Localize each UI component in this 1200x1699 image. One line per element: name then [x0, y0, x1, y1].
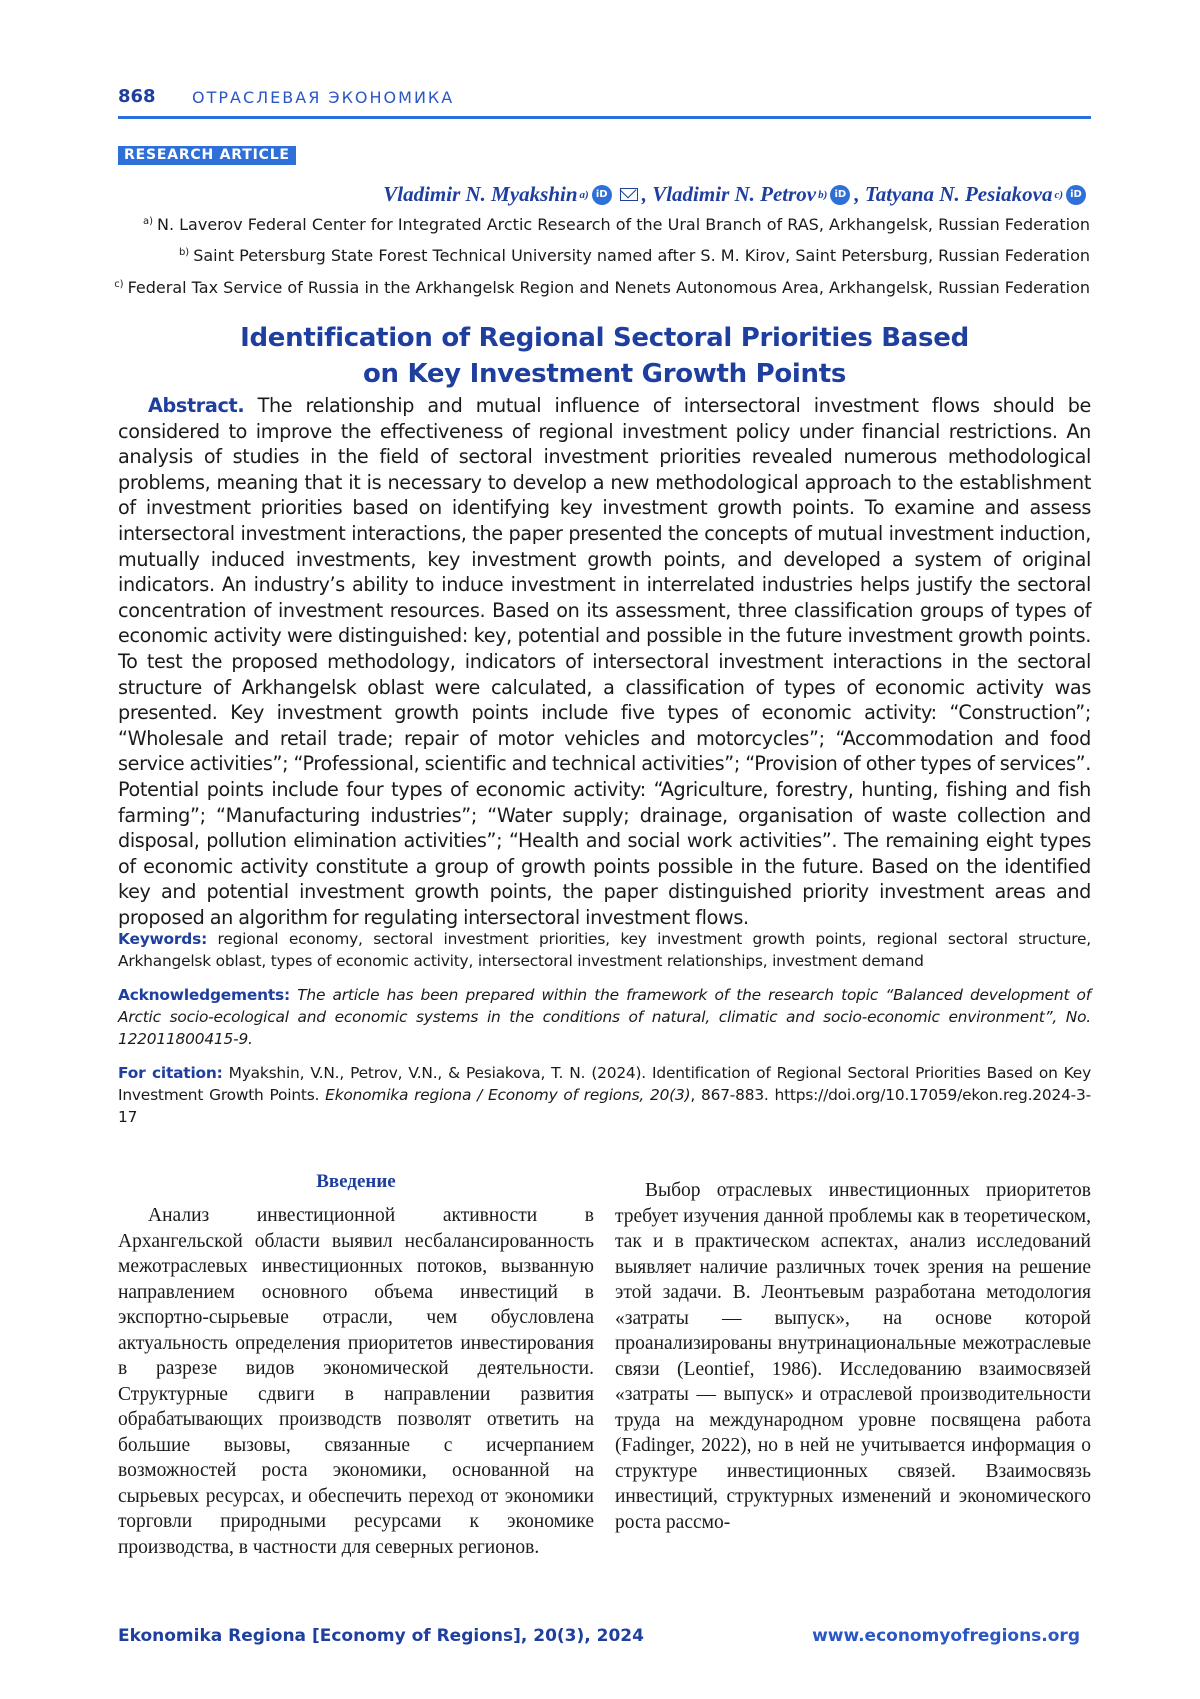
author-name[interactable]: Vladimir N. Myakshin [383, 182, 578, 206]
keywords [118, 928, 1091, 972]
citation-doi[interactable]: , 867-883. https://doi.org/10.17059/ekon.reg.2024-3-17 [118, 1086, 1091, 1126]
abstract [118, 393, 1091, 930]
affiliation-marker: b) [178, 246, 190, 258]
citation-journal: Ekonomika regiona / Economy of regions, 20(3) [325, 1086, 691, 1104]
affiliation-marker: c) [114, 278, 124, 290]
author-name[interactable]: Vladimir N. Petrov [652, 182, 817, 206]
citation-text: Myakshin, V.N., Petrov, V.N., & Pesiakova, T. N. (2024). Identification of Regional Sectoral Priorities Based on Key Investment Growth Points. [118, 1064, 1091, 1104]
header-divider [118, 116, 1091, 119]
page-number: 868 [118, 86, 156, 107]
acknowledgements-label: Acknowledgements: [118, 986, 290, 1004]
acknowledgements [118, 984, 1091, 1050]
author-separator: , [854, 182, 860, 206]
body-column-right: Выбор отраслевых инвестиционных приоритетов требует изучения данной проблемы как в теоретическом, так и в практическом аспектах, анализ исследований выявляет наличие различных точек зрения на решение этой задачи. В. Леонтьевым разработана методология «затраты — выпуск», на основе которой проанализированы внутринациональные межотраслевые связи (Leontief, 1986). Исследованию взаимосвязей «затраты — выпуск» и отраслевой производительности труда на международном уровне посвящена работа (Fadinger, 2022), но в ней не учитывается информация о структуре инвестиционных связей. Взаимосвязь инвестиций, структурных изменений и экономического роста рассмо- [615, 1180, 1091, 1533]
acknowledgements-text: The article has been prepared within the framework of the research topic “Balanced development of Arctic socio-ecological and economic systems in the conditions of natural, climatic and socio-economic environment”, No. 122011800415-9. [118, 986, 1091, 1048]
email-icon[interactable] [620, 188, 638, 201]
author-separator: , [641, 182, 647, 206]
keywords-text: regional economy, sectoral investment priorities, key investment growth points, regional sectoral structure, Arkhangelsk oblast, types of economic activity, intersectoral investment relationships, investment demand [118, 930, 1091, 970]
author-affiliation-marker: b) [818, 188, 828, 201]
author-list [383, 182, 1090, 207]
abstract-text: The relationship and mutual influence of intersectoral investment flows should be considered to improve the effectiveness of regional investment policy under financial restrictions. An analysis of studies in the field of sectoral investment priorities revealed numerous methodological problems, meaning that it is necessary to develop a new methodological approach to the establishment of investment priorities based on identifying key investment growth points. To examine and assess intersectoral investment interactions, the paper presented the concepts of mutual investment induction, mutually induced investments, key investment growth points, and developed a system of original indicators. An industry’s ability to induce investment in interrelated industries helps justify the sectoral concentration of investment resources. Based on its assessment, three classification groups of types of economic activity were distinguished: key, potential and possible in the future investment growth points. To test the proposed methodology, indicators of intersectoral investment interactions in the sectoral structure of Arkhangelsk oblast were calculated, a classification of types of economic activity was presented. Key investment growth points include five types of economic activity: “Construction”; “Wholesale and retail trade; repair of motor vehicles and motorcycles”; “Accommodation and food service activities”; “Professional, scientific and technical activities”; “Provision of other types of services”. Potential points include four types of economic activity: “Agriculture, forestry, hunting, fishing and fish farming”; “Manufacturing industries”; “Water supply; drainage, organisation of waste collection and disposal, pollution elimination activities”; “Health and social work activities”. The remaining eight types of economic activity constitute a group of growth points possible in the future. Based on the identified key and potential investment growth points, the paper distinguished priority investment areas and proposed an algorithm for regulating intersectoral investment flows. [118, 394, 1092, 929]
title-line-1: Identification of Regional Sectoral Priorities Based [240, 323, 969, 353]
citation [118, 1062, 1091, 1128]
citation-label: For citation: [118, 1064, 223, 1082]
footer-website-link[interactable]: www.economyofregions.org [812, 1626, 1080, 1646]
section-heading: Введение [316, 1171, 396, 1192]
article-type-badge: RESEARCH ARTICLE [118, 146, 296, 165]
affiliation-text: Saint Petersburg State Forest Technical University named after S. M. Kirov, Saint Petersburg, Russian Federation [193, 246, 1090, 265]
keywords-label: Keywords: [118, 930, 208, 948]
affiliation-c [114, 278, 1090, 297]
orcid-icon[interactable]: iD [592, 185, 612, 205]
title-line-2: on Key Investment Growth Points [362, 359, 847, 389]
affiliation-a [143, 215, 1090, 234]
orcid-icon[interactable]: iD [1066, 185, 1086, 205]
author-affiliation-marker: c) [1054, 188, 1063, 201]
author-affiliation-marker: a) [579, 188, 589, 201]
footer-journal: Ekonomika Regiona [Economy of Regions], 20(3), 2024 [118, 1626, 644, 1646]
affiliation-text: Federal Tax Service of Russia in the Arkhangelsk Region and Nenets Autonomous Area, Arkhangelsk, Russian Federation [127, 278, 1090, 297]
affiliation-marker: a) [142, 215, 153, 227]
author-name[interactable]: Tatyana N. Pesiakova [864, 182, 1053, 206]
abstract-label: Abstract. [148, 394, 245, 417]
affiliation-text: N. Laverov Federal Center for Integrated Arctic Research of the Ural Branch of RAS, Arkhangelsk, Russian Federation [156, 215, 1090, 234]
article-title [118, 320, 1091, 392]
affiliation-b [179, 246, 1090, 265]
orcid-icon[interactable]: iD [830, 185, 850, 205]
body-column-left: Анализ инвестиционной активности в Архангельской области выявил несбалансированность межотраслевых инвестиционных потоков, вызванную направлением основного объема инвестиций в экспортно-сырьевые отрасли, чем обусловлена актуальность определения приоритетов инвестирования в разрезе видов экономической деятельности. Структурные сдвиги в направлении развития обрабатывающих производств позволят ответить на большие вызовы, связанные с исчерпанием возможностей роста экономики, основанной на сырьевых ресурсах, и обеспечить переход от экономики торговли природными ресурсами к экономике производства, в частности для северных регионов. [118, 1205, 594, 1558]
journal-section-title: ОТРАСЛЕВАЯ ЭКОНОМИКА [192, 88, 455, 107]
